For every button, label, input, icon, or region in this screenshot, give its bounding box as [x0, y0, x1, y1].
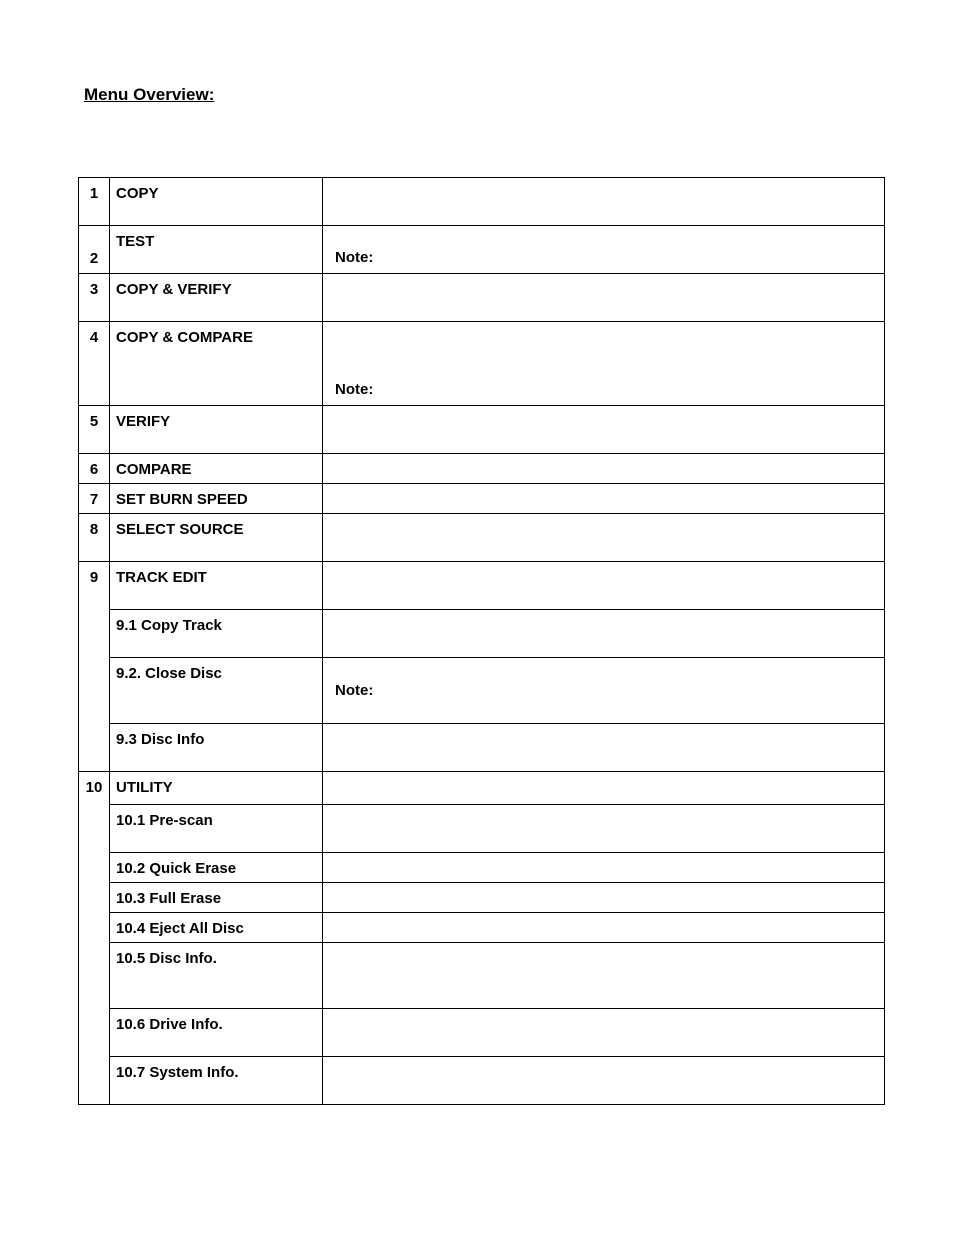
row-number-cell	[79, 484, 110, 514]
row-number-cell	[79, 454, 110, 484]
description-cell	[323, 658, 885, 724]
menu-overview-table	[78, 177, 885, 1105]
menu-item-cell	[110, 514, 323, 562]
table-row	[79, 178, 885, 226]
menu-item-cell	[110, 1057, 323, 1105]
description-cell	[323, 406, 885, 454]
menu-item-cell	[110, 853, 323, 883]
menu-item-cell	[110, 943, 323, 1009]
description-cell	[323, 562, 885, 610]
menu-item-cell	[110, 454, 323, 484]
menu-item-name: COPY & VERIFY	[116, 281, 232, 298]
menu-item-name: SELECT SOURCE	[116, 521, 244, 538]
menu-item-name: COPY	[116, 185, 159, 202]
row-number-cell	[79, 772, 110, 1105]
table-row	[79, 853, 885, 883]
table-row	[79, 943, 885, 1009]
row-number: 1	[89, 185, 99, 202]
menu-item-name: 9.2. Close Disc	[116, 665, 222, 682]
table-row	[79, 772, 885, 805]
menu-item-cell	[110, 883, 323, 913]
row-number-cell	[79, 178, 110, 226]
row-number-cell	[79, 226, 110, 274]
row-number-cell	[79, 274, 110, 322]
description-cell	[323, 913, 885, 943]
table-row	[79, 610, 885, 658]
table-row	[79, 724, 885, 772]
menu-item-name: TEST	[116, 233, 155, 250]
description-cell	[323, 853, 885, 883]
row-number: 5	[89, 413, 99, 430]
menu-item-cell	[110, 406, 323, 454]
row-number: 4	[89, 329, 99, 346]
description-cell	[323, 226, 885, 274]
description-cell	[323, 454, 885, 484]
note-label: Note:	[335, 682, 374, 699]
table-row	[79, 226, 885, 274]
row-number: 9	[89, 569, 99, 586]
menu-item-name: UTILITY	[116, 779, 173, 796]
menu-item-cell	[110, 562, 323, 610]
description-cell	[323, 322, 885, 406]
page-title: Menu Overview:	[84, 85, 215, 104]
row-number: 8	[89, 521, 99, 538]
menu-item-cell	[110, 610, 323, 658]
table-row	[79, 913, 885, 943]
menu-item-name: 10.5 Disc Info.	[116, 950, 217, 967]
menu-item-name: 10.6 Drive Info.	[116, 1016, 223, 1033]
menu-item-cell	[110, 913, 323, 943]
menu-item-name: 10.2 Quick Erase	[116, 860, 237, 877]
menu-item-name: TRACK EDIT	[116, 569, 207, 586]
row-number-cell	[79, 514, 110, 562]
table-row	[79, 1057, 885, 1105]
description-cell	[323, 514, 885, 562]
table-row	[79, 562, 885, 610]
description-cell	[323, 724, 885, 772]
menu-item-name: COMPARE	[116, 461, 192, 478]
table-row	[79, 1009, 885, 1057]
description-cell	[323, 178, 885, 226]
table-row	[79, 406, 885, 454]
menu-item-cell	[110, 226, 323, 274]
description-cell	[323, 943, 885, 1009]
menu-item-cell	[110, 178, 323, 226]
menu-item-cell	[110, 322, 323, 406]
description-cell	[323, 805, 885, 853]
menu-item-name: COPY & COMPARE	[116, 329, 253, 346]
menu-item-cell	[110, 1009, 323, 1057]
note-label: Note:	[335, 381, 374, 398]
menu-item-cell	[110, 658, 323, 724]
table-row	[79, 322, 885, 406]
row-number-cell	[79, 322, 110, 406]
table-row	[79, 883, 885, 913]
row-number: 2	[89, 250, 99, 267]
menu-item-name: 10.7 System Info.	[116, 1064, 239, 1081]
row-number: 3	[89, 281, 99, 298]
row-number: 6	[89, 461, 99, 478]
note-label: Note:	[335, 249, 374, 266]
table-row	[79, 454, 885, 484]
table-row	[79, 274, 885, 322]
menu-item-cell	[110, 772, 323, 805]
menu-item-cell	[110, 484, 323, 514]
table-row	[79, 484, 885, 514]
description-cell	[323, 484, 885, 514]
table-row	[79, 658, 885, 724]
menu-item-name: VERIFY	[116, 413, 171, 430]
menu-item-name: 10.3 Full Erase	[116, 890, 222, 907]
description-cell	[323, 772, 885, 805]
menu-item-cell	[110, 805, 323, 853]
row-number: 10	[85, 779, 103, 796]
description-cell	[323, 883, 885, 913]
table-row	[79, 514, 885, 562]
row-number-cell	[79, 406, 110, 454]
menu-item-cell	[110, 274, 323, 322]
menu-item-cell	[110, 724, 323, 772]
menu-item-name: 10.4 Eject All Disc	[116, 920, 244, 937]
description-cell	[323, 610, 885, 658]
menu-item-name: SET BURN SPEED	[116, 491, 248, 508]
description-cell	[323, 1009, 885, 1057]
table-row	[79, 805, 885, 853]
menu-item-name: 9.1 Copy Track	[116, 617, 222, 634]
description-cell	[323, 1057, 885, 1105]
menu-item-name: 10.1 Pre-scan	[116, 812, 213, 829]
row-number-cell	[79, 562, 110, 772]
row-number: 7	[89, 491, 99, 508]
menu-item-name: 9.3 Disc Info	[116, 731, 205, 748]
description-cell	[323, 274, 885, 322]
